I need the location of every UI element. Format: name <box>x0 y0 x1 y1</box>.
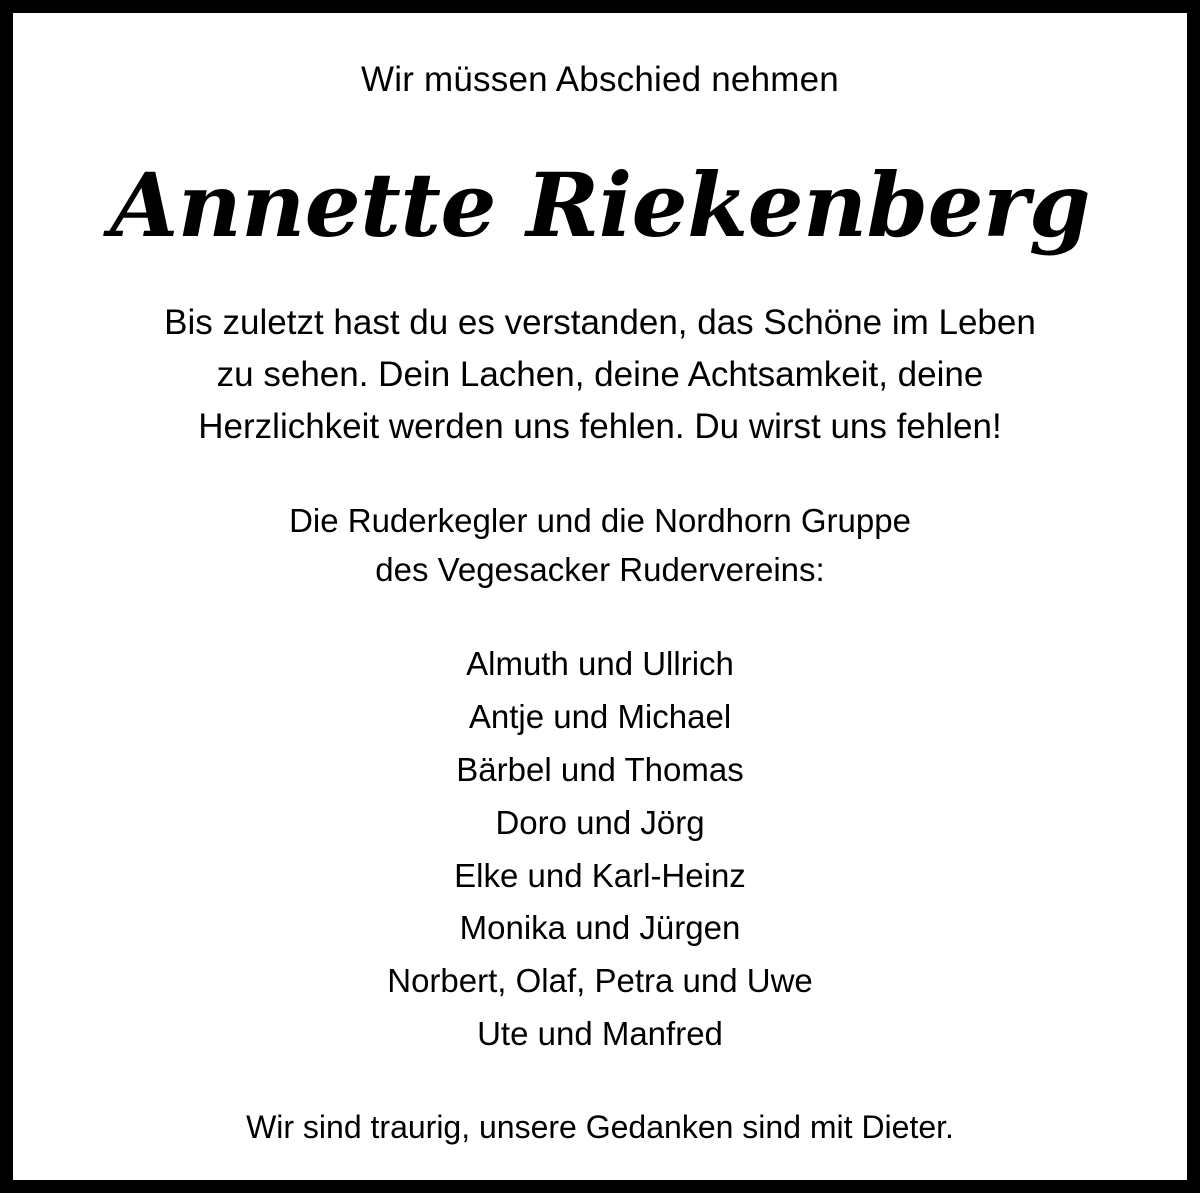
deceased-name: Annette Riekenberg <box>109 153 1091 257</box>
list-item: Antje und Michael <box>468 698 732 736</box>
closing-text: Wir sind traurig, unsere Gedanken sind mit Dieter. <box>246 1108 954 1145</box>
tribute-line: Bis zuletzt hast du es verstanden, das Schöne im Leben <box>164 303 1036 343</box>
group-line: des Vegesacker Rudervereins: <box>375 550 825 588</box>
list-item: Elke und Karl-Heinz <box>454 856 746 894</box>
list-item: Bärbel und Thomas <box>456 751 744 789</box>
intro-text: Wir müssen Abschied nehmen <box>361 60 839 99</box>
list-item: Norbert, Olaf, Petra und Uwe <box>387 962 813 1000</box>
list-item: Doro und Jörg <box>495 803 705 841</box>
group-attribution <box>289 497 911 595</box>
list-item: Monika und Jürgen <box>459 909 741 947</box>
tribute-line: Herzlichkeit werden uns fehlen. Du wirst uns fehlen! <box>198 406 1002 446</box>
list-item: Ute und Manfred <box>477 1015 723 1053</box>
group-line: Die Ruderkegler und die Nordhorn Gruppe <box>289 501 911 539</box>
tribute-text <box>164 297 1036 452</box>
tribute-line: zu sehen. Dein Lachen, deine Achtsamkeit, deine <box>216 355 984 395</box>
signatory-list <box>387 638 813 1060</box>
list-item: Almuth und Ullrich <box>466 645 734 683</box>
